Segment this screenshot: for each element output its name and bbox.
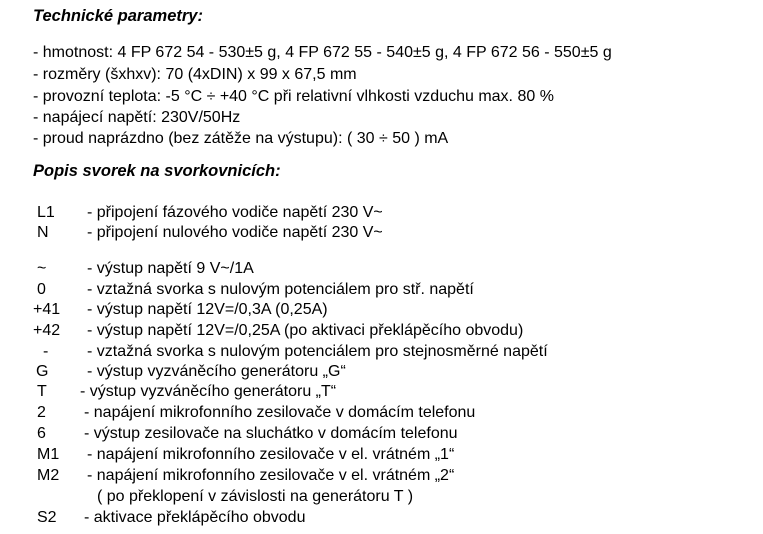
param-supply-voltage: - napájecí napětí: 230V/50Hz [33, 109, 241, 126]
terminal-code: M2 [37, 467, 60, 484]
terminal-code: S2 [37, 509, 57, 526]
terminal-code: 6 [37, 425, 46, 442]
terminal-desc: - připojení fázového vodiče napětí 230 V~ [87, 204, 383, 221]
param-dimensions: - rozměry (šxhxv): 70 (4xDIN) x 99 x 67,5 mm [33, 66, 357, 83]
terminal-code: T [37, 383, 47, 400]
terminal-desc: - výstup vyzváněcího generátoru „G“ [87, 363, 346, 380]
terminal-code: N [37, 224, 49, 241]
terminal-desc: - aktivace překlápěcího obvodu [84, 509, 306, 526]
terminal-desc: - vztažná svorka s nulovým potenciálem pro stř. napětí [87, 281, 474, 298]
terminal-code: +42 [33, 322, 61, 339]
terminals-heading: Popis svorek na svorkovnicích: [33, 162, 281, 180]
technical-parameters-heading: Technické parametry: [33, 7, 203, 25]
terminal-desc: - napájení mikrofonního zesilovače v el. vrátném „1“ [87, 446, 455, 463]
terminal-desc: - připojení nulového vodiče napětí 230 V~ [87, 224, 383, 241]
terminal-code: 2 [37, 404, 46, 421]
terminal-desc: - vztažná svorka s nulovým potenciálem pro stejnosměrné napětí [87, 343, 548, 360]
param-idle-current: - proud naprázdno (bez zátěže na výstupu): ( 30 ÷ 50 ) mA [33, 130, 449, 147]
terminal-code: G [36, 363, 49, 380]
terminal-code: - [43, 343, 49, 360]
terminal-desc: - výstup zesilovače na sluchátko v domácím telefonu [84, 425, 458, 442]
terminal-desc: - výstup napětí 12V=/0,25A (po aktivaci překlápěcího obvodu) [87, 322, 524, 339]
terminal-code: ~ [37, 260, 47, 277]
terminal-desc: ( po překlopení v závislosti na generátoru T ) [97, 488, 414, 505]
param-temperature: - provozní teplota: -5 °C ÷ +40 °C při relativní vlhkosti vzduchu max. 80 % [33, 88, 554, 105]
param-weight: - hmotnost: 4 FP 672 54 - 530±5 g, 4 FP 672 55 - 540±5 g, 4 FP 672 56 - 550±5 g [33, 44, 612, 61]
terminal-desc: - výstup napětí 12V=/0,3A (0,25A) [87, 301, 328, 318]
terminal-desc: - výstup vyzváněcího generátoru „T“ [80, 383, 337, 400]
terminal-code: +41 [33, 301, 61, 318]
terminal-code: 0 [37, 281, 46, 298]
terminal-desc: - napájení mikrofonního zesilovače v domácím telefonu [84, 404, 476, 421]
terminal-desc: - napájení mikrofonního zesilovače v el. vrátném „2“ [87, 467, 455, 484]
terminal-desc: - výstup napětí 9 V~/1A [87, 260, 254, 277]
terminal-code: L1 [37, 204, 55, 221]
terminal-code: M1 [37, 446, 60, 463]
